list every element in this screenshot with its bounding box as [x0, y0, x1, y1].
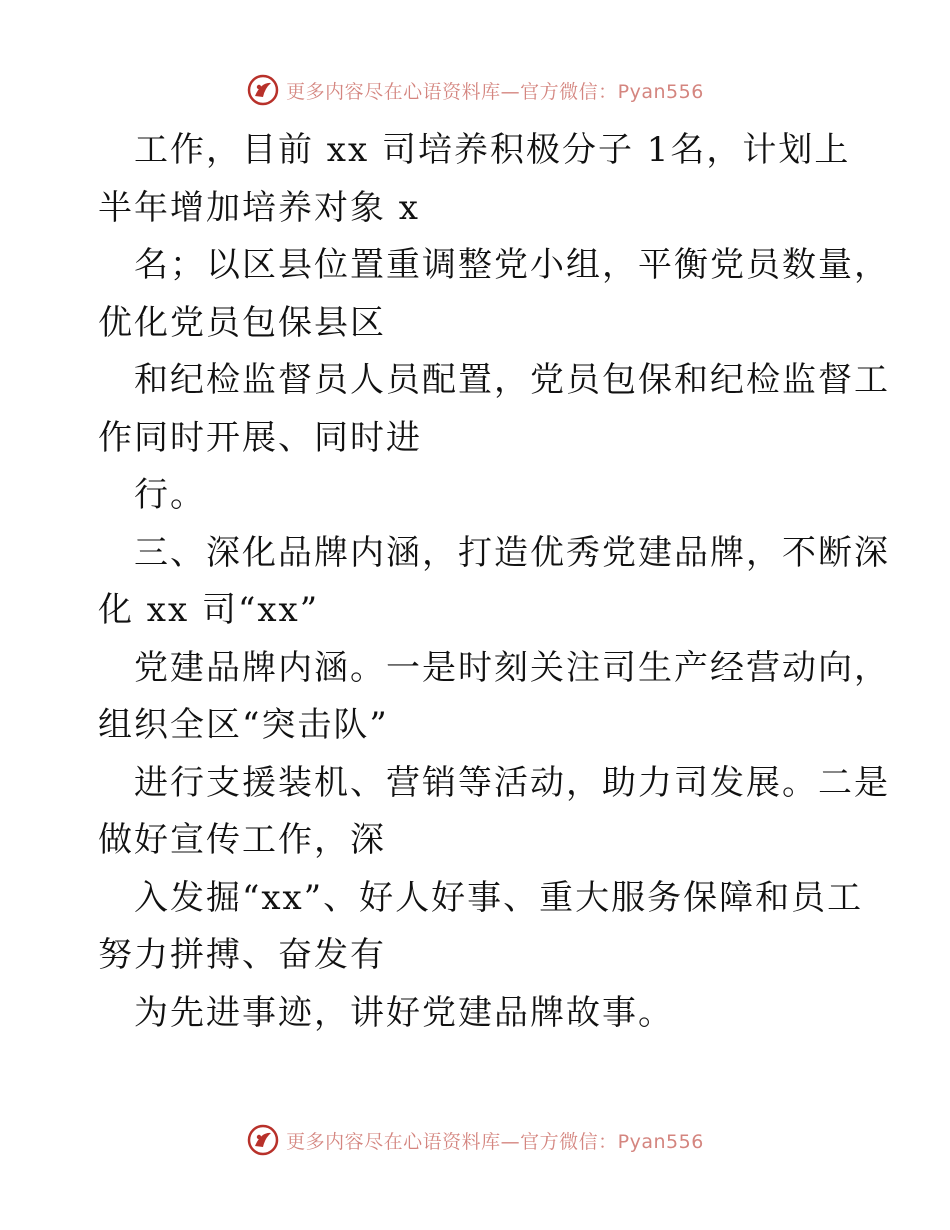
body-text-line: 优化党员包保县区	[98, 302, 386, 343]
body-text-line: 工作，目前 xx 司培养积极分子 1名，计划上	[134, 130, 851, 170]
body-text-line: 组织全区“突击队”	[98, 705, 389, 745]
red-seal-logo-icon	[246, 73, 280, 107]
body-text-line: 行。	[134, 475, 206, 515]
body-text-line: 名；以区县位置重调整党小组，平衡党员数量，	[134, 245, 890, 285]
red-seal-logo-icon	[246, 1123, 280, 1157]
body-text-line: 进行支援装机、营销等活动，助力司发展。二是	[134, 762, 890, 803]
header-banner-text: 更多内容尽在心语资料库—官方微信：Pyan556	[286, 80, 704, 103]
body-text-line: 党建品牌内涵。一是时刻关注司生产经营动向，	[134, 647, 890, 688]
footer-banner-text: 更多内容尽在心语资料库—官方微信：Pyan556	[286, 1130, 704, 1153]
footer-banner	[0, 1120, 950, 1160]
body-text-line: 作同时开展、同时进	[98, 417, 422, 458]
document-body	[98, 122, 890, 1042]
body-text-line: 为先进事迹，讲好党建品牌故事。	[134, 992, 674, 1033]
header-banner	[0, 70, 950, 110]
body-text-line: 入发掘“xx”、好人好事、重大服务保障和员工	[134, 877, 864, 918]
body-text-line: 化 xx 司“xx”	[98, 590, 320, 630]
body-text-line: 做好宣传工作，深	[98, 820, 386, 860]
body-text-line: 三、深化品牌内涵，打造优秀党建品牌，不断深	[134, 532, 890, 573]
body-text-line: 半年增加培养对象 x	[98, 187, 420, 228]
body-text-line: 努力拼搏、奋发有	[98, 935, 386, 975]
body-text-line: 和纪检监督员人员配置，党员包保和纪检监督工	[134, 360, 890, 400]
